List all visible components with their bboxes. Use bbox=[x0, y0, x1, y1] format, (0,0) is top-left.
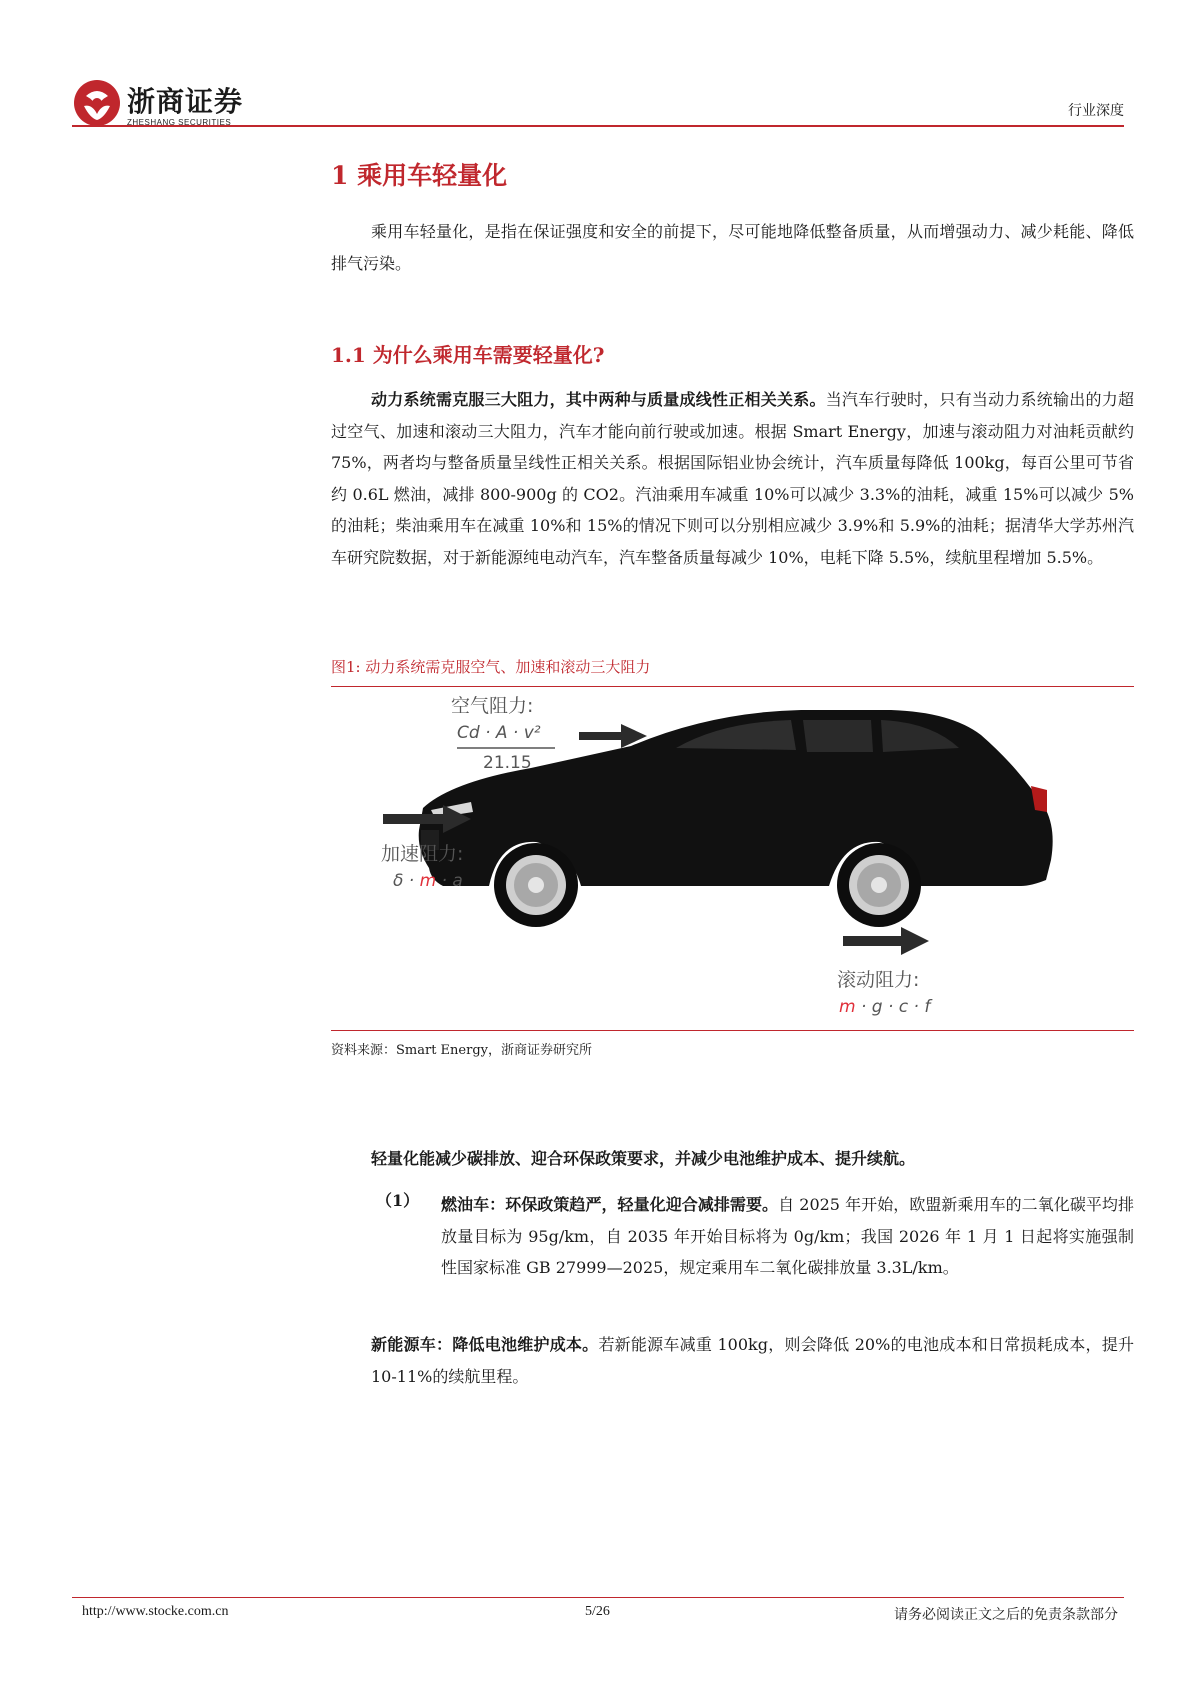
header-divider bbox=[72, 125, 1124, 127]
resistance-lead: 动力系统需克服三大阻力，其中两种与质量成线性正相关关系。 bbox=[371, 390, 826, 409]
section-title: 1 乘用车轻量化 bbox=[331, 161, 508, 190]
footer-divider bbox=[72, 1597, 1124, 1598]
resistance-paragraph bbox=[331, 384, 1134, 573]
company-logo-icon bbox=[72, 78, 122, 128]
air-resistance-numerator: Cd · A · v² bbox=[457, 723, 541, 743]
emission-heading: 轻量化能减少碳排放、迎合环保政策要求，并减少电池维护成本、提升续航。 bbox=[371, 1149, 916, 1168]
item-number: （1） bbox=[376, 1191, 420, 1210]
accel-resistance-formula: δ · m · a bbox=[393, 871, 463, 891]
roll-resistance-label: 滚动阻力: bbox=[837, 969, 920, 991]
logo-name-cn: 浙商证券 bbox=[127, 85, 244, 118]
ev-lead: 新能源车：降低电池维护成本。 bbox=[371, 1335, 599, 1354]
logo-name-en: ZHESHANG SECURITIES bbox=[127, 118, 232, 127]
page-number: 5/26 bbox=[585, 1604, 610, 1619]
fuel-vehicle-lead: 燃油车：环保政策趋严，轻量化迎合减排需要。 bbox=[441, 1195, 779, 1214]
intro-paragraph: 乘用车轻量化，是指在保证强度和安全的前提下，尽可能地降低整备质量，从而增强动力、减少耗能、降低排气污染。 bbox=[331, 222, 1134, 273]
figure-top-rule bbox=[331, 686, 1134, 687]
ev-body: 若新能源车减重 100kg，则会降低 20%的电池成本和日常损耗成本，提升 10-11%的续航里程。 bbox=[371, 1335, 1134, 1386]
ev-paragraph bbox=[371, 1329, 1134, 1392]
resistance-figure bbox=[331, 690, 1134, 1028]
document-type: 行业深度 bbox=[1068, 103, 1124, 119]
figure-title: 图1: 动力系统需克服空气、加速和滚动三大阻力 bbox=[331, 658, 651, 676]
subsection-title: 1.1 为什么乘用车需要轻量化? bbox=[331, 343, 605, 367]
footer-url[interactable]: http://www.stocke.com.cn bbox=[82, 1604, 229, 1619]
air-resistance-denominator: 21.15 bbox=[483, 753, 532, 773]
footer-disclaimer: 请务必阅读正文之后的免责条款部分 bbox=[894, 1607, 1118, 1623]
roll-arrow-icon bbox=[843, 927, 929, 955]
rear-wheel-icon bbox=[837, 843, 921, 927]
roll-resistance-formula: m · g · c · f bbox=[839, 997, 931, 1017]
fuel-vehicle-body: 自 2025 年开始，欧盟新乘用车的二氧化碳平均排放量目标为 95g/km，自 2035 年开始目标将为 0g/km；我国 2026 年 1 月 1 日起将实施强制性国家标准 GB 27999—2025，规定乘用车二氧化碳排放量 3.3L/km。 bbox=[441, 1195, 1134, 1277]
front-wheel-icon bbox=[494, 843, 578, 927]
accel-resistance-label: 加速阻力: bbox=[381, 843, 464, 865]
figure-bottom-rule bbox=[331, 1030, 1134, 1031]
fuel-vehicle-paragraph bbox=[441, 1189, 1134, 1284]
air-resistance-label: 空气阻力: bbox=[451, 695, 534, 717]
resistance-body: 当汽车行驶时，只有当动力系统输出的力超过空气、加速和滚动三大阻力，汽车才能向前行驶或加速。根据 Smart Energy，加速与滚动阻力对油耗贡献约 75%，两者均与整备质量呈线性正相关关系。根据国际铝业协会统计，汽车质量每降低 100kg，每百公里可节省约 0.6L 燃油，减排 800-900g 的 CO2。汽油乘用车减重 10%可以减少 3.3%的油耗，减重 15%可以减少 5%的油耗；柴油乘用车在减重 10%和 15%的情况下则可以分别相应减少 3.9%和 5.9%的油耗；据清华大学苏州汽车研究院数据，对于新能源纯电动汽车，汽车整备质量每减少 10%，电耗下降 5.5%，续航里程增加 5.5%。 bbox=[331, 390, 1134, 567]
figure-source: 资料来源：Smart Energy，浙商证券研究所 bbox=[331, 1043, 592, 1058]
